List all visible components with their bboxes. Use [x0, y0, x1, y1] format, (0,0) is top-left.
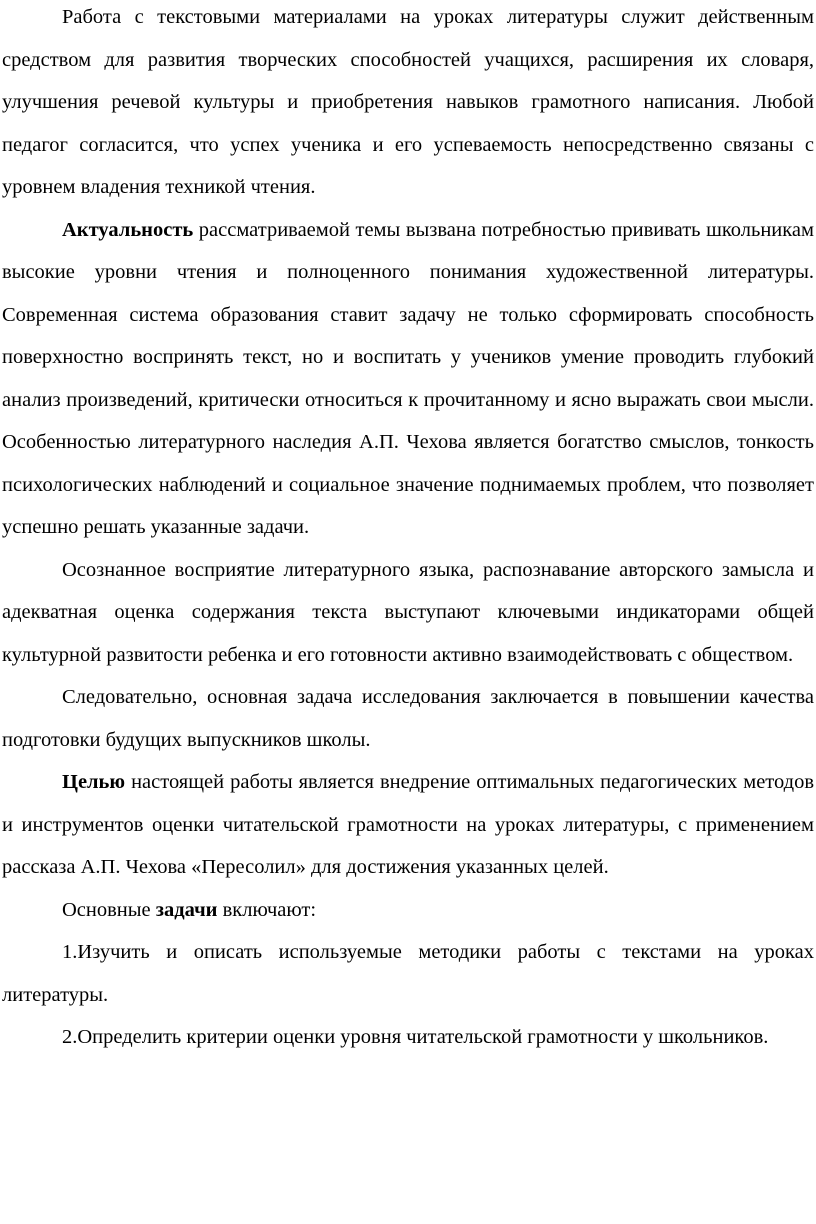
paragraph-goal [2, 761, 814, 889]
paragraph-intro-text: Работа с текстовыми материалами на уроках литературы служит действенным средством для развития творческих способностей учащихся, расширения их словаря, улучшения речевой культуры и приобретения навыков грамотного написания. Любой педагог согласится, что успех ученика и его успеваемость непосредственно связаны с уровнем владения техникой чтения. [2, 6, 814, 198]
tasks-heading: задачи [155, 898, 218, 921]
paragraph-tasks-intro [2, 889, 814, 932]
paragraph-goal-text: настоящей работы является внедрение оптимальных педагогических методов и инструментов оценки читательской грамотности на уроках литературы, с применением рассказа А.П. Чехова «Пересолил» для достижения указанных целей. [2, 771, 814, 878]
paragraph-relevance [2, 209, 814, 549]
relevance-heading: Актуальность [62, 218, 194, 241]
task-item-2 [2, 1016, 814, 1059]
tasks-intro-before: Основные [62, 898, 156, 921]
task-item-1-text: 1.Изучить и описать используемые методики работы с текстами на уроках литературы. [2, 941, 814, 1006]
task-item-1 [2, 931, 814, 1016]
goal-heading: Целью [62, 771, 126, 793]
paragraph-perception-text: Осознанное восприятие литературного языка, распознавание авторского замысла и адекватная оценка содержания текста выступают ключевыми индикаторами общей культурной развитости ребенка и его готовности активно взаимодействовать с обществом. [2, 558, 814, 666]
tasks-intro-after: включают: [217, 898, 317, 921]
task-item-2-text: 2.Определить критерии оценки уровня читательской грамотности у школьников. [62, 1026, 769, 1048]
paragraph-intro [2, 0, 814, 209]
paragraph-relevance-text: рассматриваемой темы вызвана потребностью прививать школьникам высокие уровни чтения и полноценного понимания художественной литературы. Современная система образования ставит задачу не только сформировать способность поверхностно воспринять текст, но и воспитать у учеников умение проводить глубокий анализ произведений, критически относиться к прочитанному и ясно выражать свои мысли. Особенностью литературного наследия А.П. Чехова является богатство смыслов, тонкость психологических наблюдений и социальное значение поднимаемых проблем, что позволяет успешно решать указанные задачи. [2, 218, 814, 538]
paragraph-conclusion [2, 676, 814, 761]
paragraph-conclusion-text: Следовательно, основная задача исследования заключается в повышении качества подготовки будущих выпускников школы. [2, 686, 814, 751]
paragraph-perception [2, 549, 814, 677]
